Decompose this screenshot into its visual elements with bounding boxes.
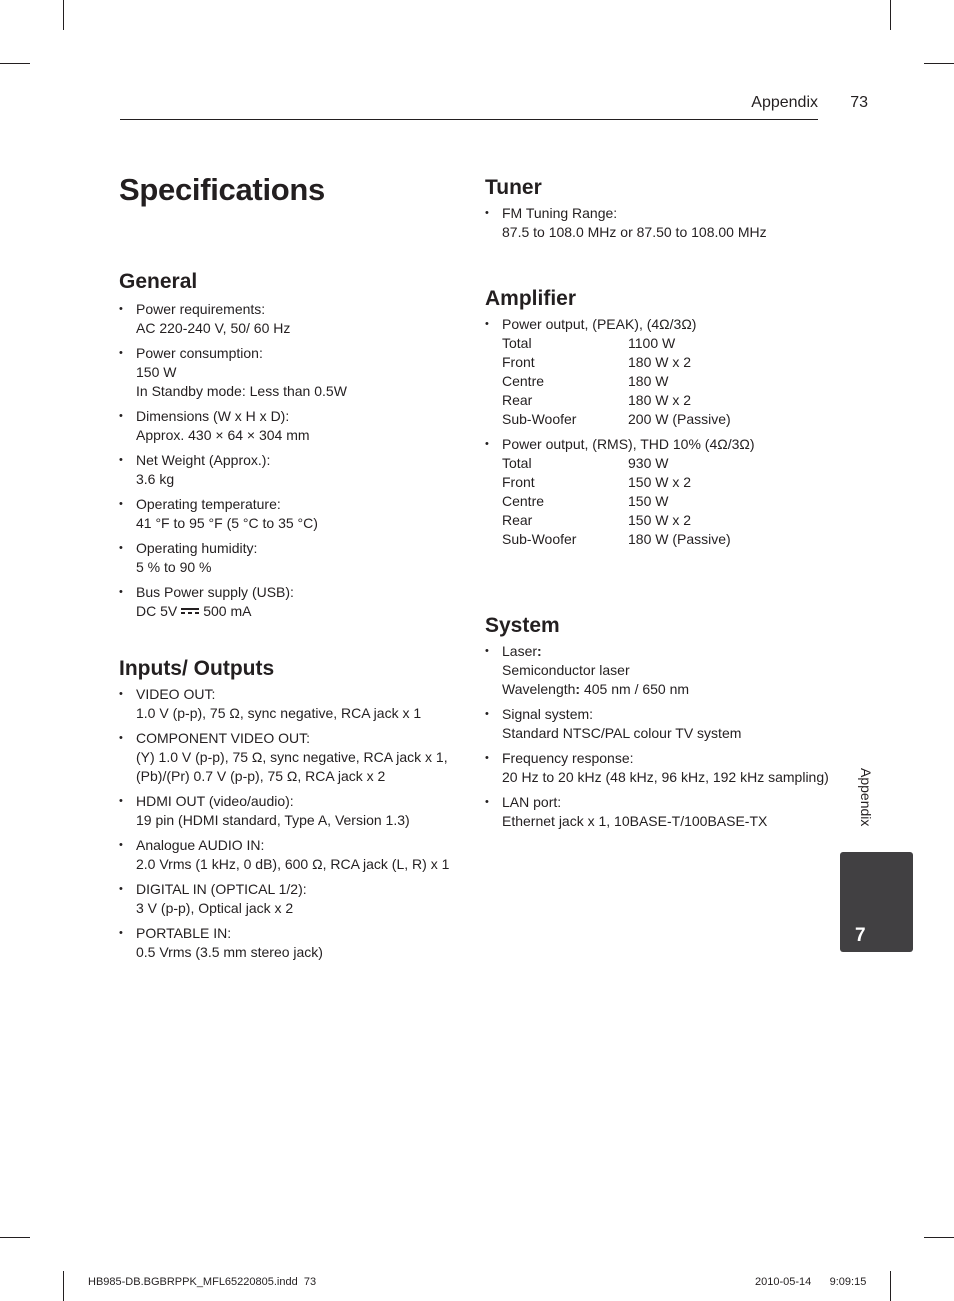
crop-mark — [924, 63, 954, 64]
spec-value: 1100 W — [628, 335, 676, 351]
list-item — [119, 880, 459, 918]
crop-mark — [0, 63, 30, 64]
amplifier-section — [485, 287, 825, 555]
item-value: (Pb)/(Pr) 0.7 V (p-p), 75 Ω, RCA jack x 2 — [136, 768, 386, 784]
system-list-more — [485, 705, 830, 831]
item-value: (Y) 1.0 V (p-p), 75 Ω, sync negative, RCA jack x 1, — [136, 749, 448, 765]
system-section — [485, 614, 830, 837]
item-label: • Net Weight (Approx.): — [136, 452, 271, 468]
footer-date: 2010-05-14 — [755, 1276, 812, 1288]
inputs-outputs-section — [119, 657, 459, 962]
chapter-number: 7 — [855, 925, 866, 946]
spec-channel: Total — [502, 455, 532, 471]
amplifier-list — [485, 315, 825, 549]
spec-row — [502, 372, 825, 391]
crop-mark — [890, 0, 891, 30]
spec-row — [502, 353, 825, 372]
amp-table-peak — [502, 334, 825, 429]
item-label: • FM Tuning Range: — [502, 205, 618, 221]
spec-value: 180 W x 2 — [628, 392, 692, 408]
item-label: • HDMI OUT (video/audio): — [136, 793, 294, 809]
laser-label-line: • Laser: — [502, 643, 542, 659]
spec-row — [502, 530, 825, 549]
spec-channel: Sub-Woofer — [502, 531, 577, 547]
item-value: Standard NTSC/PAL colour TV system — [502, 725, 742, 741]
list-item — [485, 642, 830, 699]
spec-value: 150 W x 2 — [628, 512, 692, 528]
crop-mark — [924, 1237, 954, 1238]
item-label: • Power output, (PEAK), (4Ω/3Ω) — [502, 316, 697, 332]
list-item — [119, 300, 459, 338]
spec-value: 180 W (Passive) — [628, 531, 731, 547]
list-item — [119, 924, 459, 962]
footer-file: HB985-DB.BGBRPPK_MFL65220805.indd — [88, 1276, 298, 1288]
dc-symbol-icon — [181, 607, 199, 615]
spec-channel: Rear — [502, 512, 533, 528]
laser-label: Laser — [502, 643, 538, 659]
item-value: 87.5 to 108.0 MHz or 87.50 to 108.00 MHz — [502, 224, 767, 240]
item-value: 150 W — [136, 364, 177, 380]
section-heading-tuner: Tuner — [485, 176, 542, 199]
footer-timestamp — [755, 1276, 866, 1288]
spec-value: 180 W — [628, 373, 669, 389]
item-label: • Power output, (RMS), THD 10% (4Ω/3Ω) — [502, 436, 755, 452]
crop-mark — [63, 1271, 64, 1301]
item-label: • Bus Power supply (USB): — [136, 584, 294, 600]
item-label: • Frequency response: — [502, 750, 634, 766]
spec-channel: Centre — [502, 493, 545, 509]
spec-channel: Front — [502, 354, 535, 370]
item-value: 3 V (p-p), Optical jack x 2 — [136, 900, 294, 916]
item-label: • Operating humidity: — [136, 540, 258, 556]
spec-row — [502, 410, 825, 429]
item-label: • PORTABLE IN: — [136, 925, 232, 941]
list-item — [119, 539, 459, 577]
list-item — [485, 204, 825, 242]
spec-channel: Centre — [502, 373, 545, 389]
footer-file-name — [88, 1276, 316, 1288]
item-label: • Power consumption: — [136, 345, 263, 361]
item-value: Ethernet jack x 1, 10BASE-T/100BASE-TX — [502, 813, 768, 829]
list-item — [119, 792, 459, 830]
system-list — [485, 642, 830, 699]
spec-row — [502, 511, 825, 530]
spec-value: 150 W x 2 — [628, 474, 692, 490]
list-item — [119, 685, 459, 723]
item-value: 3.6 kg — [136, 471, 175, 487]
spec-value: 150 W — [628, 493, 669, 509]
list-item — [119, 583, 459, 621]
list-item — [485, 793, 830, 831]
list-item — [485, 705, 830, 743]
bus-power-current: 500 mA — [203, 603, 252, 619]
item-value: 1.0 V (p-p), 75 Ω, sync negative, RCA jack x 1 — [136, 705, 422, 721]
spec-row — [502, 454, 825, 473]
item-label: • Dimensions (W x H x D): — [136, 408, 290, 424]
section-heading-inputs-outputs: Inputs/ Outputs — [119, 657, 275, 680]
item-label: • DIGITAL IN (OPTICAL 1/2): — [136, 881, 307, 897]
item-label: • Power requirements: — [136, 301, 266, 317]
chapter-tab — [840, 852, 913, 952]
item-value: Approx. 430 × 64 × 304 mm — [136, 427, 310, 443]
spec-row — [502, 473, 825, 492]
tuner-section — [485, 176, 825, 248]
list-item — [119, 407, 459, 445]
crop-mark — [63, 0, 64, 30]
list-item — [119, 451, 459, 489]
item-value: 5 % to 90 % — [136, 559, 212, 575]
list-item — [119, 729, 459, 786]
wavelength-value: 405 nm / 650 nm — [583, 681, 690, 697]
item-label: • VIDEO OUT: — [136, 686, 216, 702]
general-list — [119, 300, 459, 577]
bus-power-voltage: DC 5V — [136, 603, 178, 619]
left-column — [119, 270, 459, 968]
bus-power-value — [136, 602, 459, 621]
header-rule — [120, 119, 818, 120]
item-label: • Analogue AUDIO IN: — [136, 837, 265, 853]
list-item — [485, 749, 830, 787]
item-value: AC 220-240 V, 50/ 60 Hz — [136, 320, 291, 336]
wavelength-label: Wavelength — [502, 681, 576, 697]
spec-row — [502, 492, 825, 511]
inputs-outputs-list — [119, 685, 459, 962]
section-heading-amplifier: Amplifier — [485, 287, 577, 310]
item-value: In Standby mode: Less than 0.5W — [136, 383, 347, 399]
section-heading-system: System — [485, 614, 560, 637]
item-label: • COMPONENT VIDEO OUT: — [136, 730, 310, 746]
laser-type: Semiconductor laser — [502, 662, 630, 678]
list-item — [119, 836, 459, 874]
spec-channel: Rear — [502, 392, 533, 408]
spec-value: 200 W (Passive) — [628, 411, 731, 427]
spec-row — [502, 334, 825, 353]
header-page-number: 73 — [850, 94, 868, 111]
item-value: 2.0 Vrms (1 kHz, 0 dB), 600 Ω, RCA jack (L, R) x 1 — [136, 856, 450, 872]
item-label: • Operating temperature: — [136, 496, 281, 512]
list-item — [485, 315, 825, 429]
side-tab-label: Appendix — [858, 768, 874, 827]
item-value: 41 °F to 95 °F (5 °C to 35 °C) — [136, 515, 318, 531]
laser-wavelength-line: Wavelength: 405 nm / 650 nm — [502, 681, 690, 697]
tuner-list — [485, 204, 825, 242]
item-label: • Signal system: — [502, 706, 594, 722]
amp-table-rms — [502, 454, 825, 549]
spec-row — [502, 391, 825, 410]
section-heading-general: General — [119, 270, 198, 293]
page-title: Specifications — [119, 172, 325, 207]
list-item — [119, 495, 459, 533]
spec-value: 180 W x 2 — [628, 354, 692, 370]
header-section-name: Appendix — [751, 94, 818, 111]
general-section — [119, 270, 459, 621]
crop-mark — [890, 1271, 891, 1301]
list-item — [119, 344, 459, 401]
item-value: 19 pin (HDMI standard, Type A, Version 1.3) — [136, 812, 410, 828]
spec-channel: Front — [502, 474, 535, 490]
bus-power-list — [119, 583, 459, 621]
footer-page: 73 — [303, 1276, 317, 1288]
spec-value: 930 W — [628, 455, 669, 471]
footer-time: 9:09:15 — [829, 1276, 867, 1288]
crop-mark — [0, 1237, 30, 1238]
spec-channel: Sub-Woofer — [502, 411, 577, 427]
list-item — [485, 435, 825, 549]
spec-channel: Total — [502, 335, 532, 351]
item-label: • LAN port: — [502, 794, 562, 810]
item-value: 0.5 Vrms (3.5 mm stereo jack) — [136, 944, 323, 960]
item-value: 20 Hz to 20 kHz (48 kHz, 96 kHz, 192 kHz sampling) — [502, 769, 829, 785]
